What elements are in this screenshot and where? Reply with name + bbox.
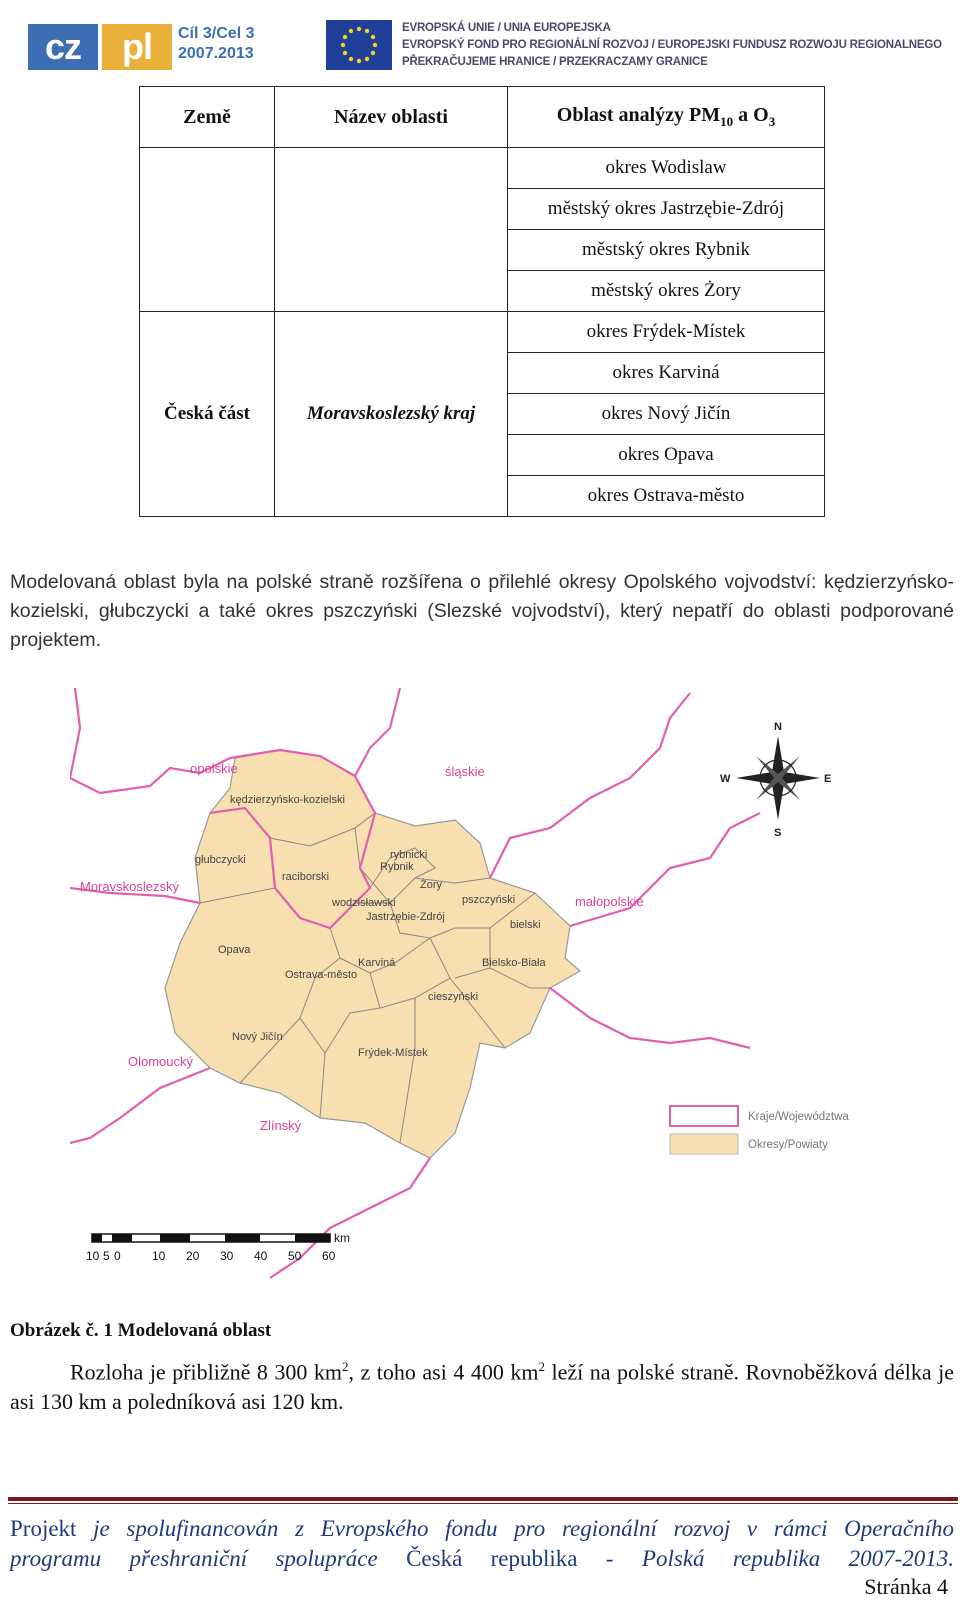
header-analysis-sub2: 3 <box>768 114 776 129</box>
label-raciborski: raciborski <box>282 871 330 883</box>
table-cell-empty <box>275 148 508 312</box>
eu-text-line2: EVROPSKÝ FOND PRO REGIONÁLNÍ ROZVOJ / EUROPEJSKI FUNDUSZ ROZWOJU REGIONALNEGO <box>402 39 942 51</box>
table-header-row <box>140 87 825 148</box>
map-legend <box>670 1106 849 1154</box>
table-row <box>140 312 825 353</box>
compass-rose-icon <box>720 721 831 839</box>
compass-e: E <box>824 773 832 785</box>
footer-line2 <box>10 1544 954 1574</box>
header-country: Země <box>140 87 275 148</box>
label-bielski: bielski <box>510 919 541 931</box>
model-area-map <box>70 688 890 1288</box>
label-karvina: Karviná <box>358 957 396 969</box>
footer-line2-plain: Česká republika <box>406 1546 578 1571</box>
compass-s: S <box>774 827 782 839</box>
table-cell-region: Moravskoslezský kraj <box>275 312 508 517</box>
label-olomoucky: Olomoucký <box>128 1054 194 1069</box>
scale-label: 10 <box>152 1249 166 1263</box>
label-glubczycki: głubczycki <box>195 854 246 866</box>
scale-label: 0 <box>114 1249 121 1263</box>
label-wodzislawski: wodzisławski <box>332 897 396 909</box>
scale-label: 40 <box>254 1249 268 1263</box>
compass-n: N <box>774 721 782 733</box>
scale-label: 10 <box>86 1249 100 1263</box>
eu-flag-icon <box>326 20 392 70</box>
eu-text-line3: PŘEKRAČUJEME HRANICE / PRZEKRACZAMY GRANICE <box>402 56 708 68</box>
scale-label: 30 <box>220 1249 234 1263</box>
czpl-logo <box>28 20 268 74</box>
paragraph-model-area: Modelovaná oblast byla na polské straně rozšířena o přilehlé okresy Opolského vojvodství: kędzierzyńsko-kozielski, głubczycki a také okres pszczyński (Slezské vojvodství), který nepatří do oblasti podporované projektem. <box>10 571 954 651</box>
paragraph-area-size <box>10 1352 954 1417</box>
legend-districts: Okresy/Powiaty <box>748 1139 828 1151</box>
table-cell-area: okres Wodislaw <box>508 148 825 189</box>
table-cell-area: okres Ostrava-město <box>508 476 825 517</box>
label-rybnicki: rybnicki <box>390 849 428 861</box>
label-ostrava: Ostrava-město <box>285 969 358 981</box>
table-cell-country: Česká část <box>140 312 275 517</box>
czpl-logo-line1: Cíl 3/Cel 3 <box>178 25 255 42</box>
scale-label: 60 <box>322 1249 336 1263</box>
table-cell-area: okres Frýdek-Místek <box>508 312 825 353</box>
table-cell-empty <box>140 148 275 312</box>
page-number: Stránka 4 <box>864 1574 948 1599</box>
scale-label: 50 <box>288 1249 302 1263</box>
footer-line1-plain: Projekt <box>10 1516 94 1541</box>
table-cell-area: okres Karviná <box>508 353 825 394</box>
table-cell-area: okres Nový Jičín <box>508 394 825 435</box>
footer-line1-italic: je spolufinancován z Evropského fondu pro regionální rozvoj v rámci Operačního <box>93 1516 954 1541</box>
scale-label: 5 <box>103 1249 110 1263</box>
scale-label: 20 <box>186 1249 200 1263</box>
header-analysis-main: Oblast analýzy PM <box>556 104 721 126</box>
footer-rule <box>8 1497 958 1501</box>
eu-text <box>402 20 942 71</box>
label-bielsko-biala: Bielsko-Biała <box>482 957 546 969</box>
table-row <box>140 148 825 189</box>
districts-table <box>139 86 825 517</box>
label-slaskie: śląskie <box>445 764 485 779</box>
p2-part-c: leží na polské straně. Rovnoběžková délka je asi 130 km a poledníková asi 120 km. <box>10 1359 955 1415</box>
label-opava: Opava <box>218 944 251 956</box>
header-analysis-mid: a O <box>733 104 769 126</box>
label-zlinsky: Zlínský <box>260 1118 302 1133</box>
table-cell-area: městský okres Żory <box>508 271 825 312</box>
p2-part-a: Rozloha je přibližně 8 300 km <box>70 1359 343 1385</box>
header-analysis-sub1: 10 <box>720 114 734 129</box>
figure-caption: Obrázek č. 1 Modelovaná oblast <box>10 1320 272 1341</box>
label-pszczynski: pszczyński <box>462 894 516 906</box>
footer-line2-italic2: - Polská republika 2007-2013. <box>577 1546 954 1571</box>
p2-part-b: , z toho asi 4 400 km <box>348 1359 539 1385</box>
label-rybnik: Rybnik <box>380 861 414 873</box>
p2-sup1: 2 <box>342 1359 349 1374</box>
scale-unit: km <box>334 1231 350 1245</box>
label-frydek: Frýdek-Místek <box>358 1047 428 1059</box>
label-kedzierzynsko: kędzierzyńsko-kozielski <box>230 794 345 806</box>
page-header <box>0 0 960 85</box>
label-moravskoslezsky: Moravskoslezský <box>80 879 179 894</box>
czpl-logo-pl: pl <box>102 24 172 70</box>
eu-text-line1: EVROPSKÁ UNIE / UNIA EUROPEJSKA <box>402 22 611 34</box>
label-zory: Żory <box>420 879 442 891</box>
table-cell-area: okres Opava <box>508 435 825 476</box>
czpl-logo-cz: cz <box>28 24 98 70</box>
table-cell-area: městský okres Jastrzębie-Zdrój <box>508 189 825 230</box>
label-cieszynski: cieszyński <box>428 991 479 1003</box>
czpl-logo-text <box>178 24 254 64</box>
label-malopolskie: małopolskie <box>575 894 644 909</box>
label-novy-jicin: Nový Jičín <box>232 1031 283 1043</box>
footer-text <box>10 1514 954 1574</box>
header-analysis <box>508 87 825 148</box>
czpl-logo-line2: 2007.2013 <box>178 45 254 62</box>
p2-sup2: 2 <box>538 1359 545 1374</box>
legend-borders: Kraje/Województwa <box>748 1111 849 1123</box>
table-cell-area: městský okres Rybnik <box>508 230 825 271</box>
label-opolskie: opolskie <box>190 761 238 776</box>
label-jastrzebie: Jastrzębie-Zdrój <box>366 911 445 923</box>
header-region: Název oblasti <box>275 87 508 148</box>
footer-line2-italic1: programu přeshraniční spolupráce <box>10 1546 407 1571</box>
footer-rule-thin <box>8 1503 958 1504</box>
compass-w: W <box>720 773 731 785</box>
